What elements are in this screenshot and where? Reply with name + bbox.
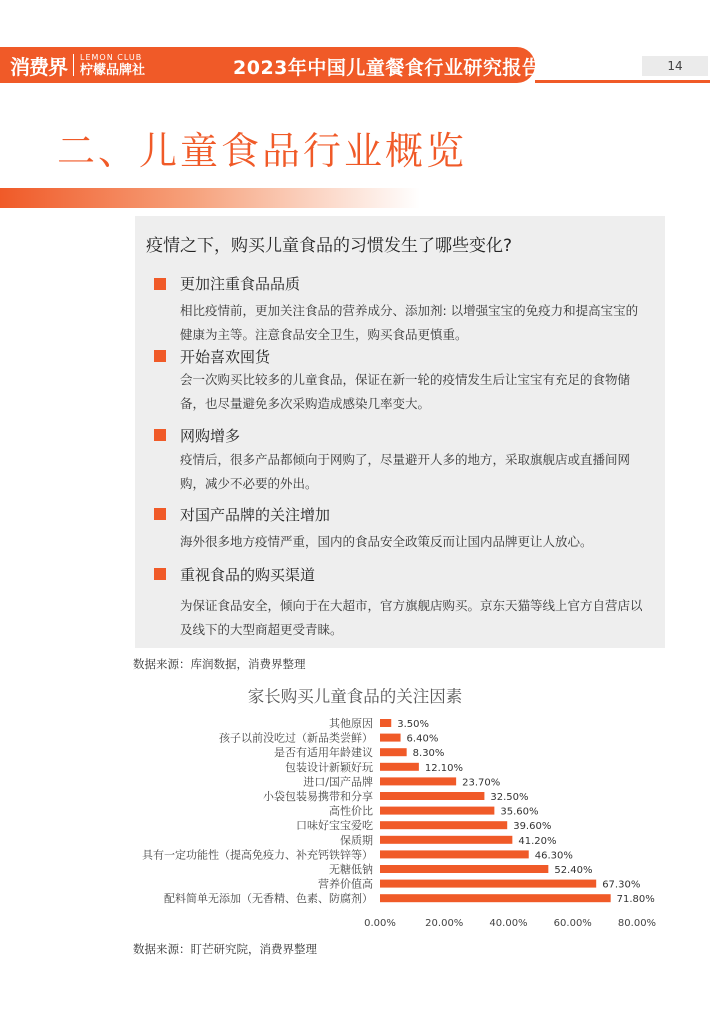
bar <box>380 748 407 756</box>
bullet-square-5 <box>154 568 166 580</box>
data-label: 3.50% <box>397 719 430 730</box>
category-label: 配料简单无添加（无香精、色素、防腐剂） <box>164 892 373 906</box>
logo-club-text: 柠檬品牌社 <box>80 62 146 78</box>
bar <box>380 792 484 800</box>
logo-stack <box>80 54 145 77</box>
data-label: 52.40% <box>554 865 593 876</box>
data-label: 6.40% <box>406 733 439 745</box>
data-label: 23.70% <box>462 777 501 789</box>
x-tick-label: 20.00% <box>425 918 464 929</box>
x-tick-label: 40.00% <box>489 918 528 929</box>
item-desc-5: 为保证食品安全，倾向于在大超市，官方旗舰店购买。京东天猫等线上官方自营店以及线下的大型商超更受青睐。 <box>180 598 643 637</box>
bar <box>380 880 596 888</box>
report-title: 2023年中国儿童餐食行业研究报告 <box>233 57 542 79</box>
bar <box>380 850 529 858</box>
item-desc-3: 疫情后，很多产品都倾向于网购了，尽量避开人多的地方，采取旗舰店或直播间网购，减少不必要的外出。 <box>180 452 631 491</box>
bullet-square-4 <box>154 508 166 520</box>
item-heading-4: 对国产品牌的关注增加 <box>180 506 331 524</box>
section-title: 二、儿童食品行业概览 <box>57 129 468 173</box>
category-label: 保质期 <box>340 833 373 847</box>
category-label: 无糖低钠 <box>329 863 373 876</box>
section-gradient-bar <box>0 188 420 208</box>
info-box-title: 疫情之下，购买儿童食品的习惯发生了哪些变化? <box>146 236 513 256</box>
x-tick-label: 80.00% <box>617 918 657 929</box>
data-label: 67.30% <box>602 879 641 891</box>
bar <box>380 807 494 815</box>
category-label: 进口/国产品牌 <box>303 775 373 789</box>
logo-en-text: LEMON CLUB <box>80 52 143 62</box>
item-heading-3: 网购增多 <box>180 427 241 445</box>
bar <box>380 763 419 771</box>
bar <box>380 719 391 727</box>
bullet-square-2 <box>154 350 166 362</box>
data-label: 41.20% <box>518 835 557 847</box>
bullet-square-1 <box>154 278 166 290</box>
data-label: 32.50% <box>490 792 529 803</box>
item-desc-2: 会一次购买比较多的儿童食品，保证在新一轮的疫情发生后让宝宝有充足的食物储备，也尽量避免多次采购造成感染几率变大。 <box>180 372 631 411</box>
logo-cn-text: 消费界 <box>10 54 67 79</box>
data-label: 46.30% <box>534 850 573 862</box>
bar <box>380 821 507 829</box>
header-divider <box>535 80 710 83</box>
item-desc-1: 相比疫情前，更加关注食品的营养成分、添加剂: 以增强宝宝的免疫力和提高宝宝的健康为主等。注意食品安全卫生，购买食品更慎重。 <box>180 303 639 342</box>
bar-chart <box>0 712 710 932</box>
data-source-1: 数据来源：库润数据，消费界整理 <box>133 657 306 671</box>
category-label: 是否有适用年龄建议 <box>274 746 373 760</box>
category-label: 具有一定功能性（提高免疫力、补充钙铁锌等） <box>142 848 373 862</box>
logo-separator <box>73 54 74 76</box>
bar <box>380 836 512 844</box>
category-label: 其他原因 <box>329 717 373 730</box>
x-tick-label: 0.00% <box>364 918 396 929</box>
bar <box>380 734 401 742</box>
bar <box>380 777 456 785</box>
item-desc-4: 海外很多地方疫情严重，国内的食品安全政策反而让国内品牌更让人放心。 <box>180 534 593 549</box>
category-label: 包装设计新颖好玩 <box>285 760 373 774</box>
chart-title: 家长购买儿童食品的关注因素 <box>247 687 463 706</box>
data-source-2: 数据来源：盯芒研究院，消费界整理 <box>133 942 317 956</box>
item-heading-2: 开始喜欢囤货 <box>180 348 271 366</box>
data-label: 8.30% <box>412 748 445 760</box>
data-label: 71.80% <box>616 894 655 906</box>
category-label: 孩子以前没吃过（新品类尝鲜） <box>219 731 373 745</box>
x-tick-label: 60.00% <box>553 918 592 929</box>
bar <box>380 894 611 902</box>
data-label: 12.10% <box>424 762 464 774</box>
page-number: 14 <box>642 56 708 76</box>
item-heading-1: 更加注重食品品质 <box>180 275 301 293</box>
item-heading-5: 重视食品的购买渠道 <box>180 566 316 584</box>
bullet-square-3 <box>154 429 166 441</box>
category-label: 高性价比 <box>329 804 373 818</box>
data-label: 35.60% <box>500 806 539 818</box>
category-label: 口味好宝宝爱吃 <box>296 819 373 833</box>
category-label: 营养价值高 <box>318 877 373 891</box>
bar <box>380 865 548 873</box>
brand-logo <box>10 50 145 80</box>
data-label: 39.60% <box>513 821 552 833</box>
category-label: 小袋包装易携带和分享 <box>263 790 373 803</box>
